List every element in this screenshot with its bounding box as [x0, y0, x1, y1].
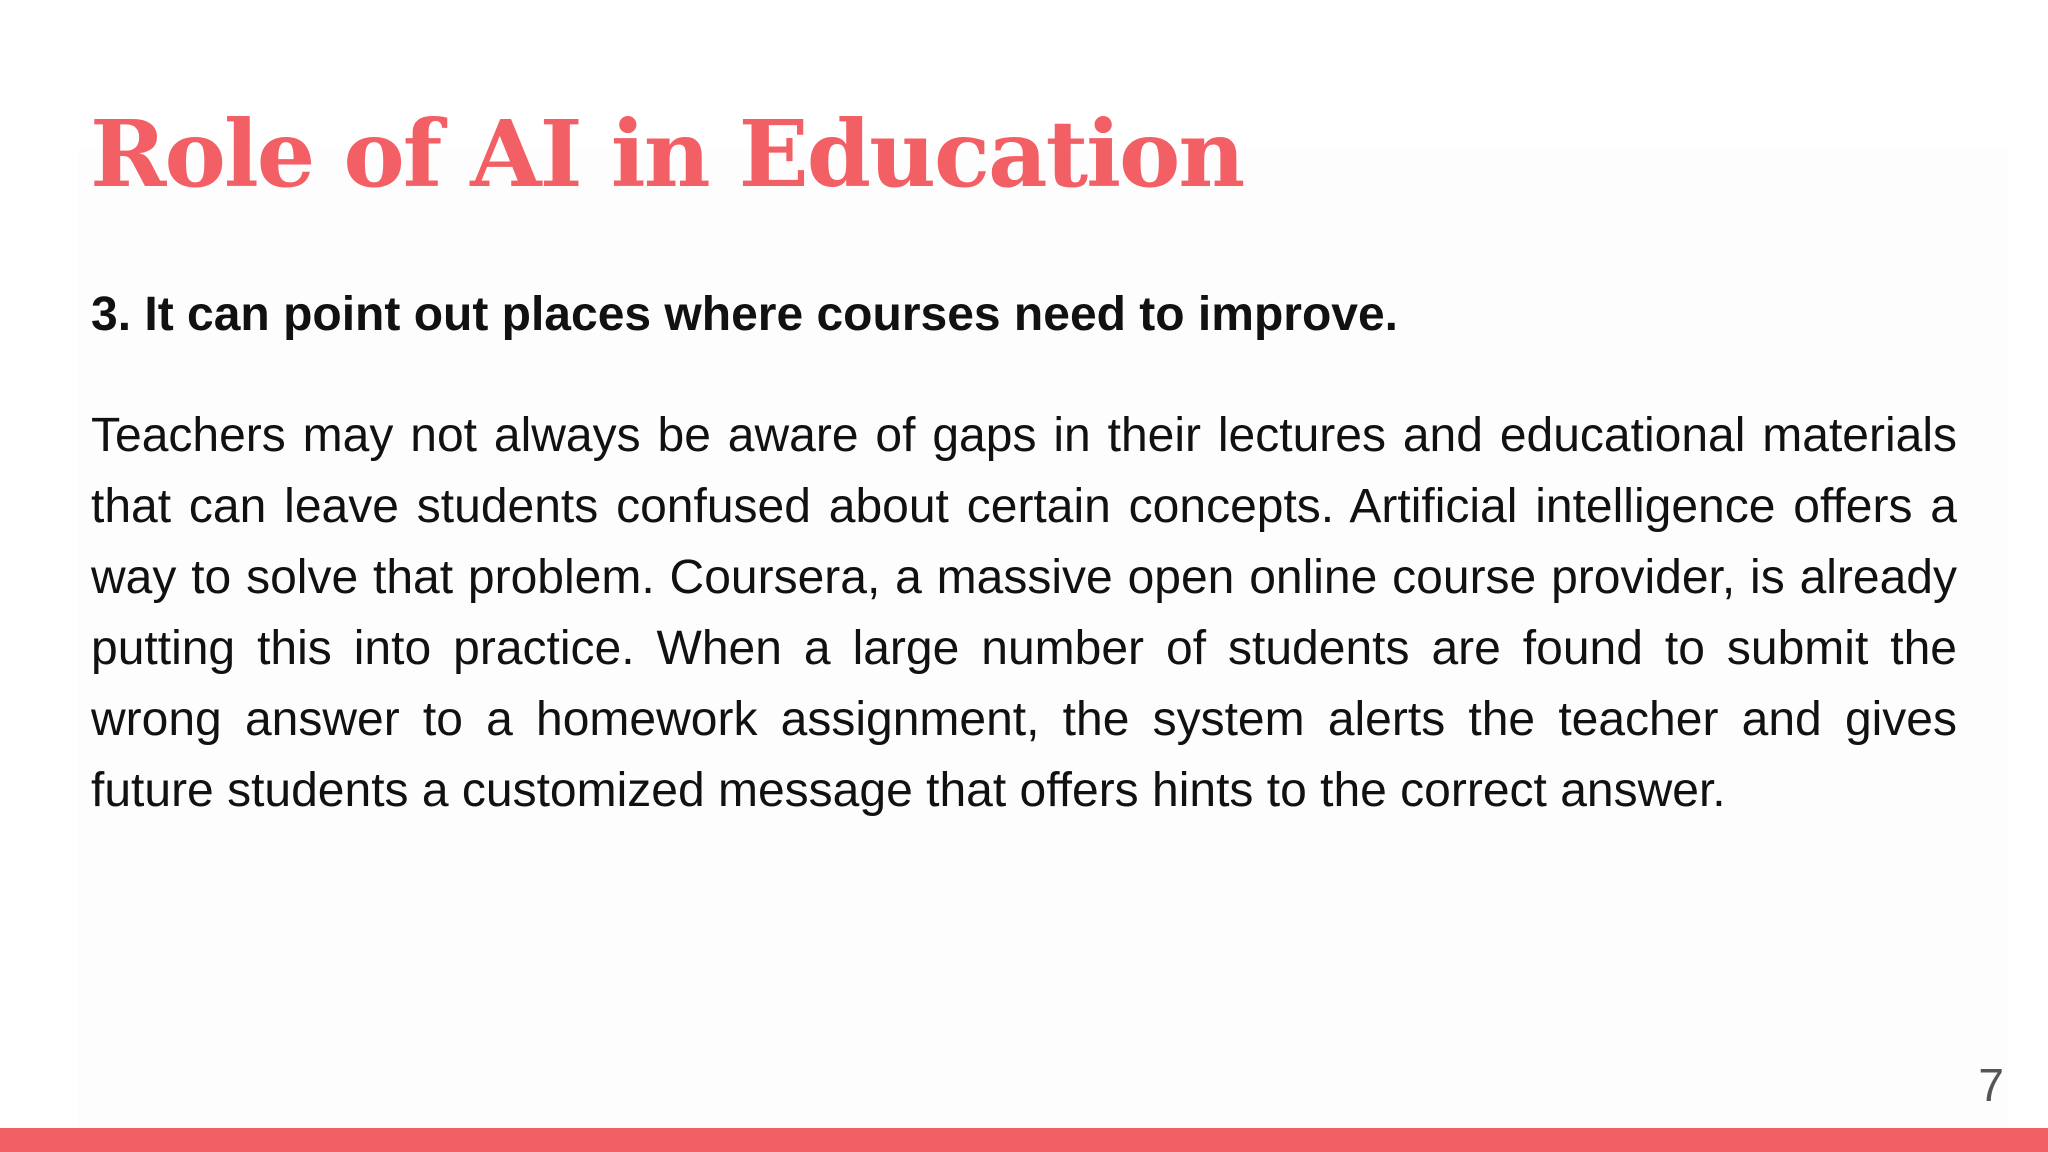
slide-subheading: 3. It can point out places where courses need to improve. [91, 288, 1398, 341]
page-number: 7 [1978, 1059, 2004, 1111]
slide-title: Role of AI in Education [90, 100, 1244, 208]
footer-accent-bar [0, 1128, 2048, 1152]
slide-body-text: Teachers may not always be aware of gaps in their lectures and educational materials that can leave students confused about certain concepts. Artificial intelligence offers a way to solve that problem. Coursera, a massive open online course provider, is already putting this into practice. When a large number of students are found to submit the wrong answer to a homework assignment, the system alerts the teacher and gives future students a customized message that offers hints to the correct answer. [91, 409, 1957, 817]
